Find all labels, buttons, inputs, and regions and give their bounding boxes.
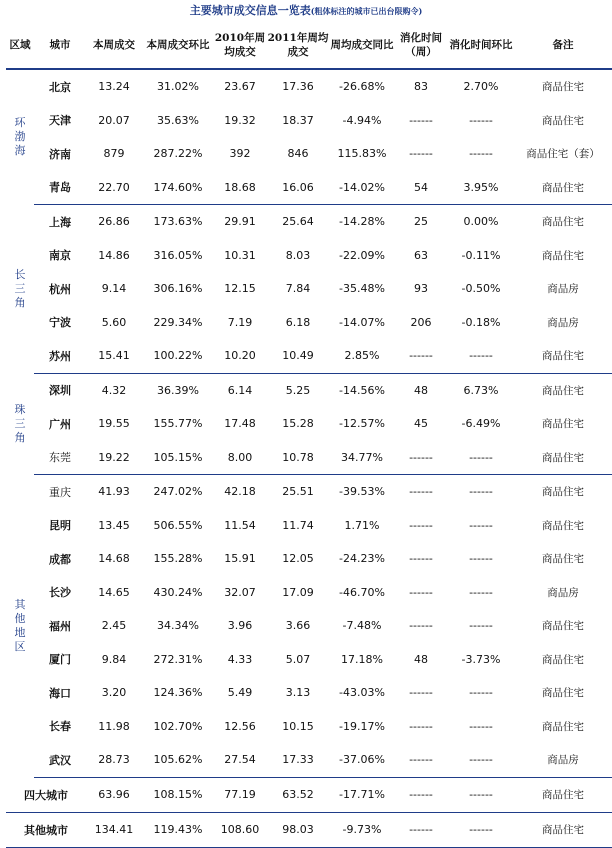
data-cell: ------ [394, 743, 448, 777]
data-cell: 15.91 [224, 552, 256, 566]
data-cell: 174.60% [142, 171, 214, 205]
data-cell: 3.20 [101, 686, 127, 700]
data-cell: 商品住宅 [542, 216, 584, 229]
data-cell: 10.31 [224, 248, 256, 262]
data-cell: -22.09% [339, 248, 385, 262]
data-cell: ------ [448, 743, 514, 777]
data-cell: -14.56% [339, 383, 385, 397]
data-cell: 16.06 [266, 171, 330, 205]
data-cell: 商品住宅 [542, 81, 584, 94]
data-cell: 506.55% [153, 518, 203, 532]
city-cell: 北京 [49, 80, 71, 94]
data-cell: 15.41 [86, 339, 142, 373]
header-cell: 消化时间（周） [394, 22, 448, 69]
data-cell: ------ [409, 147, 433, 161]
region-cell [6, 205, 34, 374]
city-cell: 重庆 [49, 485, 71, 499]
data-cell: 12.05 [282, 552, 314, 566]
data-cell: 5.49 [227, 686, 253, 700]
data-cell: 14.86 [98, 248, 130, 262]
data-cell: 36.39% [157, 383, 199, 397]
data-cell: -0.50% [461, 282, 501, 296]
table-row [6, 339, 612, 373]
city-cell: 青岛 [34, 171, 86, 205]
data-cell: -46.70% [339, 585, 385, 599]
title-note: (粗体标注的城市已出台限购令) [310, 6, 423, 16]
data-cell: 63 [414, 248, 428, 262]
data-cell: 41.93 [98, 485, 130, 499]
data-cell: 229.34% [153, 315, 203, 329]
header-cell: 区域 [6, 22, 34, 69]
data-cell: 商品住宅 [514, 339, 612, 373]
city-cell: 宁波 [49, 316, 71, 330]
data-cell: 3.66 [285, 619, 311, 633]
city-cell: 上海 [49, 215, 71, 229]
data-cell: 42.18 [224, 485, 256, 499]
data-cell: 11.54 [224, 518, 256, 532]
table-row [6, 710, 612, 744]
data-cell: -14.02% [330, 171, 394, 205]
data-cell: 5.07 [285, 652, 311, 666]
data-cell: -7.48% [342, 619, 382, 633]
data-cell: 商品房 [547, 586, 579, 599]
data-cell: 商品住宅 [514, 171, 612, 205]
summary-cell: 63.96 [86, 777, 142, 812]
data-cell: 6.14 [227, 383, 253, 397]
data-cell: 10.20 [214, 339, 266, 373]
data-cell: 7.19 [227, 315, 253, 329]
data-cell: 206 [410, 315, 432, 329]
city-cell: 济南 [49, 147, 71, 161]
table-title [0, 0, 612, 22]
header-cell: 本周成交环比 [142, 22, 214, 69]
summary-label: 四大城市 [6, 777, 86, 812]
data-cell: 45 [414, 417, 428, 431]
data-cell: 12.56 [224, 719, 256, 733]
data-cell: 14.68 [98, 552, 130, 566]
data-cell: ------ [469, 113, 493, 127]
data-cell: 2.70% [463, 80, 499, 94]
region-label: 珠三角 [14, 402, 26, 444]
city-cell: 海口 [49, 686, 71, 700]
header-cell: 2011年周均成交 [266, 22, 330, 69]
data-cell: -6.49% [461, 417, 501, 431]
data-cell: ------ [394, 441, 448, 475]
data-cell: 28.73 [86, 743, 142, 777]
data-cell: ------ [448, 441, 514, 475]
data-cell: 商品房 [547, 283, 579, 296]
summary-cell: 108.15% [142, 777, 214, 812]
city-cell: 深圳 [49, 384, 71, 398]
table-row [6, 306, 612, 340]
data-cell: 105.62% [142, 743, 214, 777]
data-cell: 155.28% [153, 552, 203, 566]
summary-cell: 134.41 [86, 812, 142, 847]
data-cell: 2.85% [330, 339, 394, 373]
data-cell: 247.02% [153, 485, 203, 499]
data-cell: 商品住宅 [542, 249, 584, 262]
data-cell: 商品住宅（套） [526, 148, 600, 161]
table-row [6, 509, 612, 543]
data-cell: ------ [469, 518, 493, 532]
data-cell: 9.14 [101, 282, 127, 296]
table-row [6, 373, 612, 407]
data-cell: 48 [414, 383, 428, 397]
city-cell: 福州 [49, 619, 71, 633]
data-cell: 100.22% [142, 339, 214, 373]
table-row [6, 69, 612, 104]
data-cell: -19.17% [339, 719, 385, 733]
data-cell: ------ [409, 686, 433, 700]
region-cell [6, 69, 34, 205]
data-cell: ------ [409, 113, 433, 127]
data-cell: 9.84 [101, 652, 127, 666]
data-cell: 商品住宅 [542, 486, 584, 499]
data-cell: 18.68 [214, 171, 266, 205]
data-cell: 商品住宅 [542, 519, 584, 532]
data-cell: 17.48 [224, 417, 256, 431]
data-cell: 商品房 [514, 743, 612, 777]
data-cell: 商品住宅 [542, 687, 584, 700]
summary-row [6, 812, 612, 847]
data-cell: 10.15 [282, 719, 314, 733]
data-cell: 19.22 [86, 441, 142, 475]
data-cell: ------ [469, 485, 493, 499]
header-cell: 周均成交同比 [330, 22, 394, 69]
data-cell: 19.32 [224, 113, 256, 127]
data-cell: 10.78 [266, 441, 330, 475]
table-row [6, 576, 612, 610]
data-cell: 287.22% [153, 147, 203, 161]
header-row [6, 22, 612, 69]
data-cell: -0.11% [461, 248, 501, 262]
data-cell: -14.28% [339, 215, 385, 229]
table-row [6, 239, 612, 273]
city-cell: 长沙 [49, 586, 71, 600]
city-cell: 成都 [49, 552, 71, 566]
table-row [6, 205, 612, 239]
data-cell: 306.16% [153, 282, 203, 296]
summary-cell: 98.03 [266, 812, 330, 847]
table-row [6, 441, 612, 475]
data-cell: 93 [414, 282, 428, 296]
data-cell: ------ [409, 585, 433, 599]
data-cell: 3.13 [285, 686, 311, 700]
data-cell: 13.45 [98, 518, 130, 532]
data-cell: 22.70 [86, 171, 142, 205]
data-cell: 25.64 [282, 215, 314, 229]
city-cell: 广州 [49, 417, 71, 431]
city-cell: 苏州 [34, 339, 86, 373]
city-cell: 长春 [49, 720, 71, 734]
data-cell: 商品住宅 [514, 441, 612, 475]
data-cell: 124.36% [153, 686, 203, 700]
summary-cell: 商品住宅 [514, 812, 612, 847]
data-cell: 3.95% [448, 171, 514, 205]
data-cell: 商品住宅 [542, 720, 584, 733]
data-cell: 32.07 [224, 585, 256, 599]
data-cell: ------ [469, 619, 493, 633]
summary-cell: ------ [448, 812, 514, 847]
data-cell: ------ [469, 585, 493, 599]
data-cell: -35.48% [339, 282, 385, 296]
summary-cell: 商品住宅 [514, 777, 612, 812]
data-cell: ------ [394, 339, 448, 373]
data-cell: 83 [414, 80, 428, 94]
data-cell: 商品住宅 [542, 553, 584, 566]
table-row [6, 104, 612, 138]
data-cell: 26.86 [98, 215, 130, 229]
data-cell: 20.07 [98, 113, 130, 127]
table-row [6, 137, 612, 171]
data-cell: 6.18 [285, 315, 311, 329]
data-cell: 34.34% [157, 619, 199, 633]
summary-row [6, 777, 612, 812]
data-cell: 879 [103, 147, 125, 161]
data-cell: 430.24% [153, 585, 203, 599]
data-cell: ------ [469, 147, 493, 161]
data-cell: 17.18% [341, 652, 383, 666]
data-cell: 商品住宅 [542, 114, 584, 127]
data-cell: 23.67 [224, 80, 256, 94]
data-cell: 6.73% [463, 383, 499, 397]
summary-cell: ------ [394, 777, 448, 812]
data-cell: -39.53% [339, 485, 385, 499]
summary-cell: -17.71% [330, 777, 394, 812]
data-cell: 19.55 [98, 417, 130, 431]
city-cell: 武汉 [34, 743, 86, 777]
summary-cell: -9.73% [330, 812, 394, 847]
data-cell: ------ [469, 719, 493, 733]
data-cell: ------ [409, 719, 433, 733]
data-cell: 商品住宅 [542, 384, 584, 397]
region-label: 其他地区 [14, 597, 26, 653]
region-cell [6, 373, 34, 475]
table-row [6, 643, 612, 677]
data-cell: 25.51 [282, 485, 314, 499]
data-cell: 3.96 [227, 619, 253, 633]
city-transaction-table [6, 22, 612, 848]
data-cell: 12.15 [224, 282, 256, 296]
header-cell: 2010年周均成交 [214, 22, 266, 69]
data-cell: 7.84 [285, 282, 311, 296]
data-cell: 14.65 [98, 585, 130, 599]
data-cell: 17.36 [282, 80, 314, 94]
data-cell: 173.63% [153, 215, 203, 229]
header-cell: 备注 [514, 22, 612, 69]
data-cell: -0.18% [461, 315, 501, 329]
city-cell: 昆明 [49, 519, 71, 533]
header-cell: 本周成交 [86, 22, 142, 69]
data-cell: 商品住宅 [542, 653, 584, 666]
data-cell: 25 [414, 215, 428, 229]
region-label: 长三角 [14, 267, 26, 309]
data-cell: ------ [409, 552, 433, 566]
data-cell: 0.00% [463, 215, 499, 229]
summary-cell: 119.43% [142, 812, 214, 847]
data-cell: 105.15% [142, 441, 214, 475]
table-row [6, 475, 612, 509]
data-cell: -3.73% [461, 652, 501, 666]
data-cell: 8.03 [285, 248, 311, 262]
region-cell [6, 475, 34, 778]
data-cell: 35.63% [157, 113, 199, 127]
region-label: 环渤海 [14, 116, 26, 158]
data-cell: -14.07% [339, 315, 385, 329]
table-row [6, 743, 612, 777]
summary-cell: 63.52 [266, 777, 330, 812]
data-cell: 34.77% [330, 441, 394, 475]
data-cell: 8.00 [214, 441, 266, 475]
data-cell: -26.68% [339, 80, 385, 94]
table-row [6, 272, 612, 306]
header-cell: 消化时间环比 [448, 22, 514, 69]
table-row [6, 171, 612, 205]
data-cell: 18.37 [282, 113, 314, 127]
table-row [6, 609, 612, 643]
data-cell: 392 [229, 147, 251, 161]
data-cell: 11.74 [282, 518, 314, 532]
city-cell: 天津 [49, 114, 71, 128]
data-cell: -37.06% [330, 743, 394, 777]
summary-cell: ------ [448, 777, 514, 812]
title-main: 主要城市成交信息一览表 [189, 4, 311, 17]
summary-label: 其他城市 [6, 812, 86, 847]
data-cell: 846 [287, 147, 309, 161]
data-cell: 10.49 [266, 339, 330, 373]
data-cell: 15.28 [282, 417, 314, 431]
data-cell: 5.60 [101, 315, 127, 329]
city-cell: 杭州 [49, 282, 71, 296]
data-cell: 商品住宅 [542, 620, 584, 633]
header-cell: 城市 [34, 22, 86, 69]
data-cell: 13.24 [98, 80, 130, 94]
data-cell: 272.31% [153, 652, 203, 666]
data-cell: 54 [394, 171, 448, 205]
data-cell: 17.33 [266, 743, 330, 777]
table-body [6, 69, 612, 847]
data-cell: 102.70% [153, 719, 203, 733]
data-cell: 48 [414, 652, 428, 666]
data-cell: -4.94% [342, 113, 382, 127]
data-cell: ------ [469, 552, 493, 566]
summary-cell: 77.19 [214, 777, 266, 812]
data-cell: 31.02% [157, 80, 199, 94]
data-cell: 29.91 [224, 215, 256, 229]
data-cell: ------ [469, 686, 493, 700]
data-cell: 5.25 [285, 383, 311, 397]
city-cell: 东莞 [34, 441, 86, 475]
data-cell: 115.83% [337, 147, 387, 161]
city-cell: 厦门 [49, 653, 71, 667]
city-cell: 南京 [49, 249, 71, 263]
data-cell: 316.05% [153, 248, 203, 262]
data-cell: ------ [409, 485, 433, 499]
data-cell: -24.23% [339, 552, 385, 566]
data-cell: -12.57% [339, 417, 385, 431]
data-cell: 11.98 [98, 719, 130, 733]
data-cell: 155.77% [153, 417, 203, 431]
data-cell: 4.33 [227, 652, 253, 666]
table-row [6, 542, 612, 576]
summary-cell: 108.60 [214, 812, 266, 847]
data-cell: 2.45 [101, 619, 127, 633]
data-cell: ------ [448, 339, 514, 373]
data-cell: 商品住宅 [542, 418, 584, 431]
summary-cell: ------ [394, 812, 448, 847]
data-cell: ------ [409, 619, 433, 633]
data-cell: ------ [409, 518, 433, 532]
data-cell: 4.32 [101, 383, 127, 397]
data-cell: -43.03% [339, 686, 385, 700]
table-row [6, 676, 612, 710]
data-cell: 商品房 [547, 316, 579, 329]
data-cell: 27.54 [214, 743, 266, 777]
table-row [6, 407, 612, 441]
data-cell: 1.71% [344, 518, 380, 532]
data-cell: 17.09 [282, 585, 314, 599]
